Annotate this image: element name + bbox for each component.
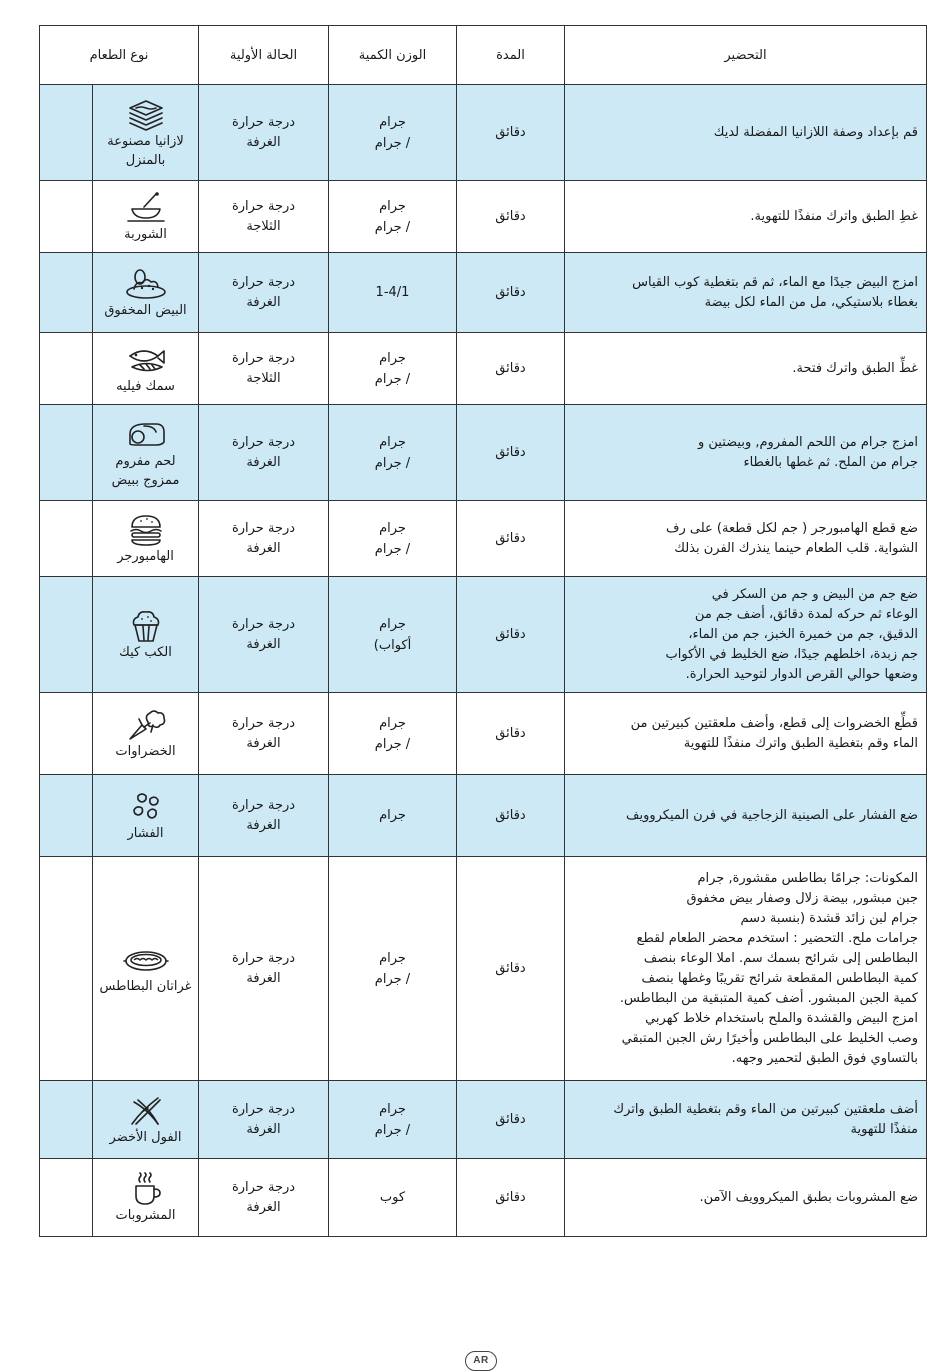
duration-cell: دقائق (457, 85, 565, 181)
preparation-line: الدقيق، جم من خميرة الخبز، جم من الماء، (688, 626, 918, 642)
initial-state-line: الغرفة (246, 1121, 281, 1137)
preparation-line: وصب الخليط على البطاطس وأخيرًا رش الجبن المتبقي (621, 1030, 918, 1046)
initial-state-cell (199, 577, 329, 693)
preparation-line: البطاطس إلى شرائح بسمك سم. املا الوعاء بنصف (643, 950, 918, 966)
preparation-cell (565, 85, 927, 181)
lasagna-icon (122, 98, 170, 132)
initial-state-line: درجة حرارة (231, 797, 296, 813)
blank-cell (40, 85, 93, 181)
weight-line: جرام (379, 1101, 406, 1117)
weight-cell (329, 775, 457, 857)
preparation-line: جرامات ملح. التحضير : استخدم محضر الطعام لقطع (636, 930, 918, 946)
initial-state-cell (199, 333, 329, 405)
green-beans-icon (122, 1094, 170, 1128)
initial-state-line: درجة حرارة (231, 434, 296, 450)
initial-state-cell (199, 253, 329, 333)
preparation-line: الماء وقم بتغطية الطبق واترك منفذًا للتهوية (683, 735, 918, 751)
preparation-line: امزج البيض والقشدة والملح باستخدام خلاط كهربي (645, 1010, 918, 1026)
food-type-cell (93, 775, 199, 857)
preparation-cell (565, 1159, 927, 1237)
food-type-cell (93, 405, 199, 501)
table-row (40, 405, 927, 501)
food-name: الشوربة (124, 227, 167, 242)
weight-line: جرام (379, 808, 406, 823)
blank-cell (40, 693, 93, 775)
food-name: الخضراوات (115, 744, 176, 759)
preparation-cell (565, 1081, 927, 1159)
table-row (40, 181, 927, 253)
initial-state-cell (199, 181, 329, 253)
duration-cell: دقائق (457, 857, 565, 1081)
meatloaf-icon (122, 418, 170, 452)
weight-line: جرام (379, 350, 406, 366)
header-duration: المدة (457, 26, 565, 85)
weight-line: جرام (379, 950, 406, 966)
table-row (40, 1081, 927, 1159)
weight-line: / جرام (374, 455, 411, 471)
preparation-line: بغطاء بلاستيكي، مل من الماء لكل بيضة (704, 294, 918, 310)
preparation-line: أضف ملعقتين كبيرتين من الماء وقم بتغطية الطبق واترك (613, 1101, 918, 1117)
blank-cell (40, 577, 93, 693)
weight-line: جرام (379, 114, 406, 130)
food-type-cell (93, 1081, 199, 1159)
food-type-cell (93, 333, 199, 405)
duration-cell: دقائق (457, 577, 565, 693)
initial-state-line: الغرفة (246, 817, 281, 833)
weight-cell (329, 405, 457, 501)
initial-state-cell (199, 501, 329, 577)
initial-state-line: الغرفة (246, 636, 281, 652)
duration-cell: دقائق (457, 501, 565, 577)
blank-cell (40, 1081, 93, 1159)
initial-state-cell (199, 1081, 329, 1159)
preparation-line: ضع جم من البيض و جم من السكر في (711, 586, 918, 602)
table-header-row (40, 26, 927, 85)
food-name: الفشار (127, 826, 164, 841)
food-type-cell (93, 577, 199, 693)
preparation-cell (565, 775, 927, 857)
scrambled-eggs-icon (122, 267, 170, 301)
preparation-line: كمية البطاطس المقطعة شرائح تقريبًا وغطها بنصف (641, 970, 918, 986)
preparation-line: غطِ الطبق واترك منفذًا للتهوية. (750, 208, 918, 224)
blank-cell (40, 857, 93, 1081)
table-row (40, 85, 927, 181)
preparation-line: جم زبدة، اخلطهم جيدًا، ضع الخليط في الأكواب (665, 646, 918, 662)
food-type-cell (93, 181, 199, 253)
preparation-line: غطِّ الطبق واترك فتحة. (792, 360, 918, 376)
initial-state-line: الغرفة (246, 735, 281, 751)
preparation-line: ضع قطع الهامبورجر ( جم لكل قطعة) على رف (665, 520, 918, 536)
blank-cell (40, 405, 93, 501)
table-row (40, 501, 927, 577)
food-type-cell (93, 253, 199, 333)
preparation-cell (565, 181, 927, 253)
preparation-line: ضع المشروبات بطبق الميكروويف الآمن. (699, 1189, 918, 1205)
food-type-cell (93, 1159, 199, 1237)
soup-bowl-icon (122, 191, 170, 225)
table-row (40, 1159, 927, 1237)
table-row (40, 857, 927, 1081)
preparation-cell (565, 253, 927, 333)
initial-state-cell (199, 85, 329, 181)
preparation-line: الشواية. قلب الطعام حينما ينذرك الفرن بذلك (674, 540, 918, 556)
initial-state-line: الغرفة (246, 1199, 281, 1215)
initial-state-line: درجة حرارة (231, 114, 296, 130)
weight-line: / جرام (374, 371, 411, 387)
duration-cell: دقائق (457, 333, 565, 405)
blank-cell (40, 333, 93, 405)
blank-cell (40, 775, 93, 857)
initial-state-line: الغرفة (246, 540, 281, 556)
popcorn-icon (122, 790, 170, 824)
initial-state-cell (199, 693, 329, 775)
preparation-line: منفذًا للتهوية (850, 1121, 918, 1137)
initial-state-cell (199, 1159, 329, 1237)
initial-state-line: درجة حرارة (231, 950, 296, 966)
table-row (40, 333, 927, 405)
food-type-cell (93, 857, 199, 1081)
initial-state-line: درجة حرارة (231, 274, 296, 290)
preparation-line: امزج البيض جيدًا مع الماء، ثم قم بتغطية كوب القياس (632, 274, 918, 290)
weight-line: 1-4/1 (375, 285, 410, 300)
weight-cell (329, 181, 457, 253)
weight-cell (329, 693, 457, 775)
initial-state-line: الغرفة (246, 134, 281, 150)
preparation-cell (565, 857, 927, 1081)
hot-drink-cup-icon (122, 1172, 170, 1206)
table-row (40, 253, 927, 333)
initial-state-cell (199, 857, 329, 1081)
weight-line: جرام (379, 715, 406, 731)
duration-cell: دقائق (457, 775, 565, 857)
cooking-guide-table (39, 25, 927, 1237)
weight-line: / جرام (374, 135, 411, 151)
weight-line: جرام (379, 434, 406, 450)
preparation-cell (565, 501, 927, 577)
preparation-line: جبن مبشور, بيضة زلال وصفار بيض مخفوق (686, 890, 918, 906)
initial-state-line: الغرفة (246, 454, 281, 470)
preparation-line: ضع الفشار على الصينية الزجاجية في فرن الميكروويف (626, 807, 918, 823)
table-row (40, 577, 927, 693)
weight-line: جرام (379, 520, 406, 536)
food-name: سمك فيليه (116, 379, 175, 394)
initial-state-line: درجة حرارة (231, 1101, 296, 1117)
weight-cell (329, 333, 457, 405)
preparation-line: جرام من الملح. ثم غطها بالغطاء (743, 454, 918, 470)
blank-cell (40, 1159, 93, 1237)
initial-state-line: الغرفة (246, 294, 281, 310)
weight-line: جرام (379, 198, 406, 214)
preparation-cell (565, 333, 927, 405)
initial-state-line: درجة حرارة (231, 350, 296, 366)
preparation-line: امزج جرام من اللحم المفروم, وبيضتين و (698, 434, 918, 450)
header-weight: الوزن الكمية (329, 26, 457, 85)
initial-state-line: درجة حرارة (231, 715, 296, 731)
weight-line: جرام (379, 616, 406, 632)
weight-line: / جرام (374, 736, 411, 752)
table-row (40, 775, 927, 857)
weight-line: كوب (379, 1190, 406, 1205)
duration-cell: دقائق (457, 181, 565, 253)
duration-cell: دقائق (457, 405, 565, 501)
weight-line: / جرام (374, 1122, 411, 1138)
food-name: الكب كيك (119, 645, 172, 660)
weight-cell (329, 577, 457, 693)
preparation-line: وضعها حوالي القرص الدوار لتوحيد الحرارة. (685, 666, 918, 682)
preparation-line: بالتساوي فوق الطبق لتحمير وجهه. (731, 1050, 918, 1066)
blank-cell (40, 181, 93, 253)
food-type-cell (93, 85, 199, 181)
initial-state-line: الثلاجة (246, 218, 281, 234)
initial-state-line: الغرفة (246, 970, 281, 986)
initial-state-cell (199, 405, 329, 501)
blank-cell (40, 253, 93, 333)
duration-cell: دقائق (457, 1081, 565, 1159)
preparation-line: كمية الجبن المبشور. أضف كمية المتبقية من البطاطس. (619, 990, 918, 1006)
potato-gratin-icon (122, 943, 170, 977)
duration-cell: دقائق (457, 693, 565, 775)
duration-cell: دقائق (457, 253, 565, 333)
preparation-cell (565, 405, 927, 501)
food-name: البيض المخفوق (104, 303, 187, 318)
header-preparation: التحضير (565, 26, 927, 85)
vegetables-icon (122, 708, 170, 742)
header-food-type: نوع الطعام (40, 26, 199, 85)
blank-cell (40, 501, 93, 577)
initial-state-line: درجة حرارة (231, 616, 296, 632)
weight-line: / جرام (374, 219, 411, 235)
food-name: الهامبورجر (117, 549, 174, 564)
weight-line: / جرام (374, 971, 411, 987)
food-name: لازانيا مصنوعة بالمنزل (107, 133, 184, 168)
fish-fillet-icon (122, 343, 170, 377)
preparation-line: جرام لبن زائد قشدة (بنسبة دسم (740, 910, 918, 926)
preparation-line: المكونات: جرامًا بطاطس مقشورة, جرام (697, 870, 918, 886)
weight-cell (329, 85, 457, 181)
weight-cell (329, 1159, 457, 1237)
food-name: المشروبات (115, 1208, 176, 1223)
weight-line: / جرام (374, 541, 411, 557)
language-badge: AR (465, 1351, 497, 1371)
initial-state-line: درجة حرارة (231, 520, 296, 536)
preparation-cell (565, 577, 927, 693)
initial-state-line: درجة حرارة (231, 1179, 296, 1195)
food-type-cell (93, 693, 199, 775)
weight-line: أكواب) (373, 637, 412, 653)
cupcake-icon (122, 609, 170, 643)
header-initial-state: الحالة الأولية (199, 26, 329, 85)
preparation-line: الوعاء ثم حركه لمدة دقائق، أضف جم من (694, 606, 918, 622)
food-type-cell (93, 501, 199, 577)
preparation-line: قم بإعداد وصفة اللازانيا المفضلة لديك (713, 124, 918, 140)
initial-state-line: الثلاجة (246, 370, 281, 386)
duration-cell: دقائق (457, 1159, 565, 1237)
food-name: لحم مفروم ممزوج ببيض (111, 453, 180, 488)
preparation-cell (565, 693, 927, 775)
hamburger-icon (122, 513, 170, 547)
weight-cell (329, 857, 457, 1081)
food-name: الفول الأخضر (109, 1130, 182, 1145)
food-name: غراتان البطاطس (99, 979, 192, 994)
weight-cell (329, 1081, 457, 1159)
preparation-line: قطِّع الخضروات إلى قطع، وأضف ملعقتين كبيرتين من (630, 715, 918, 731)
initial-state-cell (199, 775, 329, 857)
initial-state-line: درجة حرارة (231, 198, 296, 214)
weight-cell (329, 501, 457, 577)
table-row (40, 693, 927, 775)
weight-cell (329, 253, 457, 333)
